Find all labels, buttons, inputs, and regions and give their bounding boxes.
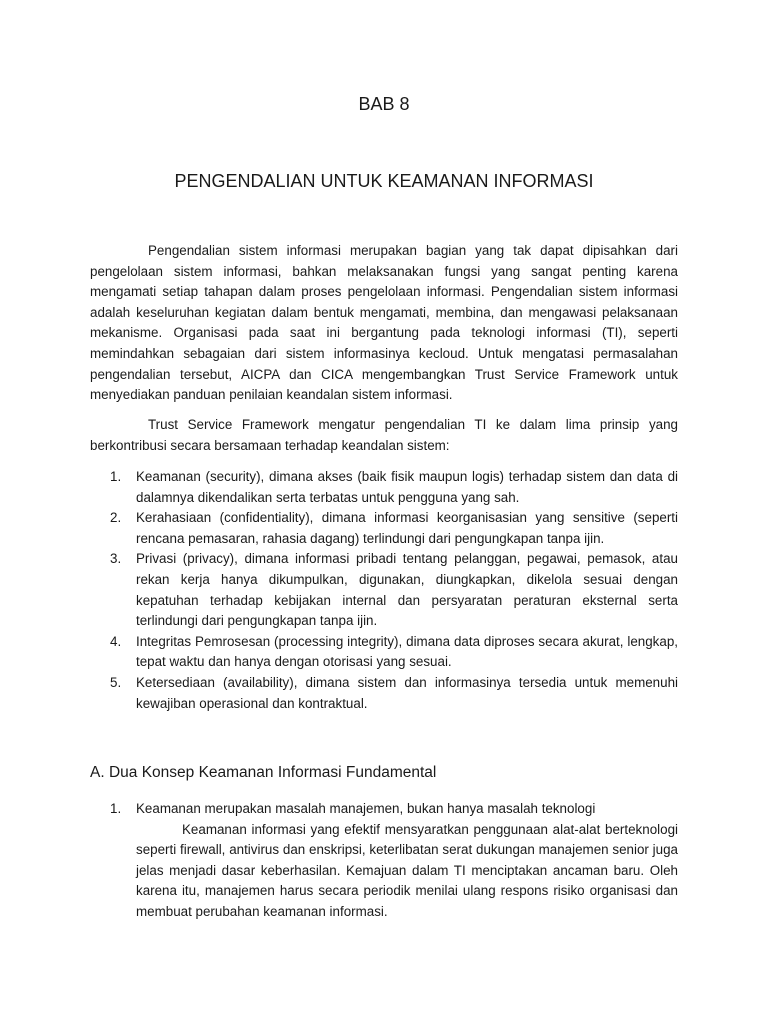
- list-item-text: Kerahasiaan (confidentiality), dimana informasi keorganisasian yang sensitive (seperti rencana pemasaran, rahasia dagang) terlindungi dari pengungkapan tanpa ijin.: [136, 510, 678, 546]
- list-item: [90, 549, 678, 631]
- list-item-number: 3.: [110, 551, 122, 567]
- list-item-text: Privasi (privacy), dimana informasi pribadi tentang pelanggan, pegawai, pemasok, atau rekan kerja hanya dikumpulkan, digunakan, diungkapkan, dikelola sesuai dengan kepatuhan terhadap kebijakan internal dan persyaratan peraturan eksternal serta terlindungi dari pengungkapan tanpa ijin.: [136, 551, 678, 629]
- framework-paragraph: Trust Service Framework mengatur pengendalian TI ke dalam lima prinsip yang berkontribusi secara bersamaan terhadap keandalan sistem:: [90, 417, 678, 453]
- list-item-text: Keamanan (security), dimana akses (baik fisik maupun logis) terhadap sistem dan data di dalamnya dikendalikan serta terbatas untuk pengguna yang sah.: [136, 469, 678, 505]
- list-item-number: 1.: [110, 801, 122, 816]
- list-item: [90, 673, 678, 714]
- list-item-number: 4.: [110, 633, 122, 649]
- principles-list: [90, 467, 678, 714]
- section-a-list: [90, 799, 678, 923]
- list-item: [90, 508, 678, 549]
- list-item-number: 2.: [110, 510, 122, 526]
- intro-paragraph-block: [90, 241, 678, 406]
- framework-paragraph-block: [90, 415, 678, 456]
- list-item: [90, 632, 678, 673]
- list-item-title: Keamanan merupakan masalah manajemen, bukan hanya masalah teknologi: [136, 801, 596, 816]
- intro-paragraph: Pengendalian sistem informasi merupakan bagian yang tak dapat dipisahkan dari pengelolaan sistem informasi, bahkan melaksanakan fungsi yang sangat penting karena mengamati setiap tahapan dalam proses pengelolaan informasi. Pengendalian sistem informasi adalah keseluruhan kegiatan dalam bentuk mengamati, membina, dan mengawasi pelaksanaan mekanisme. Organisasi pada saat ini bergantung pada teknologi informasi (TI), seperti memindahkan sebagaian dari sistem informasinya kecloud. Untuk mengatasi permasalahan pengendalian tersebut, AICPA dan CICA mengembangkan Trust Service Framework untuk menyediakan panduan penilaian keandalan sistem informasi.: [90, 243, 678, 403]
- list-item-number: 1.: [110, 469, 122, 484]
- list-item: [90, 799, 678, 923]
- chapter-heading: BAB 8: [358, 94, 410, 114]
- list-item-number: 5.: [110, 674, 122, 690]
- section-a-heading: A. Dua Konsep Keamanan Informasi Fundamental: [90, 764, 437, 781]
- chapter-title: PENGENDALIAN UNTUK KEAMANAN INFORMASI: [174, 171, 594, 191]
- list-item: [90, 467, 678, 508]
- list-item-text: Integritas Pemrosesan (processing integrity), dimana data diproses secara akurat, lengkap, tepat waktu dan hanya dengan otorisasi yang sesuai.: [136, 633, 678, 670]
- list-item-text: Ketersediaan (availability), dimana sistem dan informasinya tersedia untuk memenuhi kewajiban operasional dan kontraktual.: [136, 674, 678, 711]
- list-item-body: Keamanan informasi yang efektif mensyaratkan penggunaan alat-alat berteknologi seperti firewall, antivirus dan enskripsi, keterlibatan serat dukungan manajemen senior juga jelas menjadi dasar keberhasilan. Kemajuan dalam TI menciptakan ancaman baru. Oleh karena itu, manajemen harus secara periodik menilai ulang respons risiko organisasi dan membuat perubahan keamanan informasi.: [136, 821, 678, 919]
